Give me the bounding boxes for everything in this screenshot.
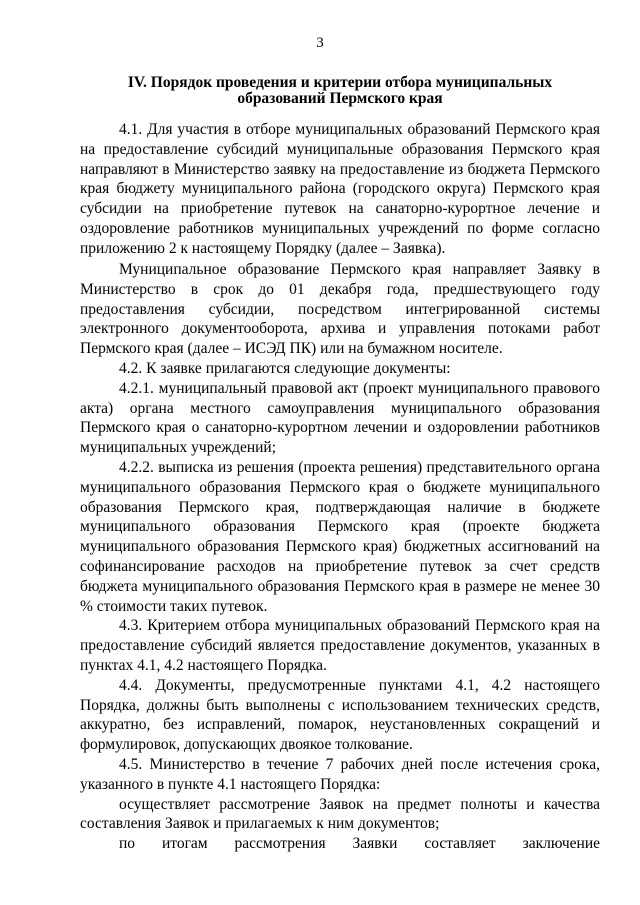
document-body [80,120,600,854]
paragraph-conclusion: по итогам рассмотрения Заявки составляет заключение [119,835,600,853]
paragraph-4-3: 4.3. Критерием отбора муниципальных образований Пермского края на предоставление субсидий является предоставление документов, указанных в пунктах 4.1, 4.2 настоящего Порядка. [80,617,600,675]
paragraph-4-2-1: 4.2.1. муниципальный правовой акт (проект муниципального правового акта) органа местного самоуправления муниципального образования Пермского края о санаторно-курортном лечении и оздоровлении работников муниципальных учреждений; [80,379,600,457]
paragraph-review: осуществляет рассмотрение Заявок на предмет полноты и качества составления Заявок и прилагаемых к ним документов; [80,795,600,833]
paragraph-4-2-2: 4.2.2. выписка из решения (проекта решения) представительного органа муниципального образования Пермского края о бюджете муниципального образования Пермского края, подтверждающая наличие в бюджете муниципального образования Пермского края (проекте бюджета муниципального образования Пермского края) бюджетных ассигнований на софинансирование расходов на приобретение путевок за счет средств бюджета муниципального образования Пермского края в размере не менее 30 % стоимости таких путевок. [80,459,600,615]
section-heading-line-1: IV. Порядок проведения и критерии отбора муниципальных [127,74,553,91]
paragraph-4-1: 4.1. Для участия в отборе муниципальных образований Пермского края на предоставление субсидий муниципальные образования Пермского края направляют в Министерство заявку на предоставление из бюджета Пермского края бюджету муниципального района (городского округа) Пермского края субсидии на приобретение путевок на санаторно-курортное лечение и оздоровление работников муниципальных учреждений по форме согласно приложению 2 к настоящему Порядку (далее – Заявка). [80,121,600,257]
paragraph-application-submission: Муниципальное образование Пермского края направляет Заявку в Министерство в срок до 01 декабря года, предшествующего году предоставления субсидии, посредством интегрированной системы электронного документооборота, архива и управления потоками работ Пермского края (далее – ИСЭД ПК) или на бумажном носителе. [80,261,600,358]
section-heading-line-2: образований Пермского края [237,90,443,107]
paragraph-4-2: 4.2. К заявке прилагаются следующие документы: [119,360,451,378]
page-number: 3 [316,35,324,51]
section-heading [80,75,600,107]
paragraph-4-4: 4.4. Документы, предусмотренные пунктами 4.1, 4.2 настоящего Порядка, должны быть выполнены с использованием технических средств, аккуратно, без исправлений, помарок, неустановленных сокращений и формулировок, допускающих двоякое толкование. [80,676,600,754]
paragraph-4-5: 4.5. Министерство в течение 7 рабочих дней после истечения срока, указанного в пункте 4.1 настоящего Порядка: [80,756,600,793]
